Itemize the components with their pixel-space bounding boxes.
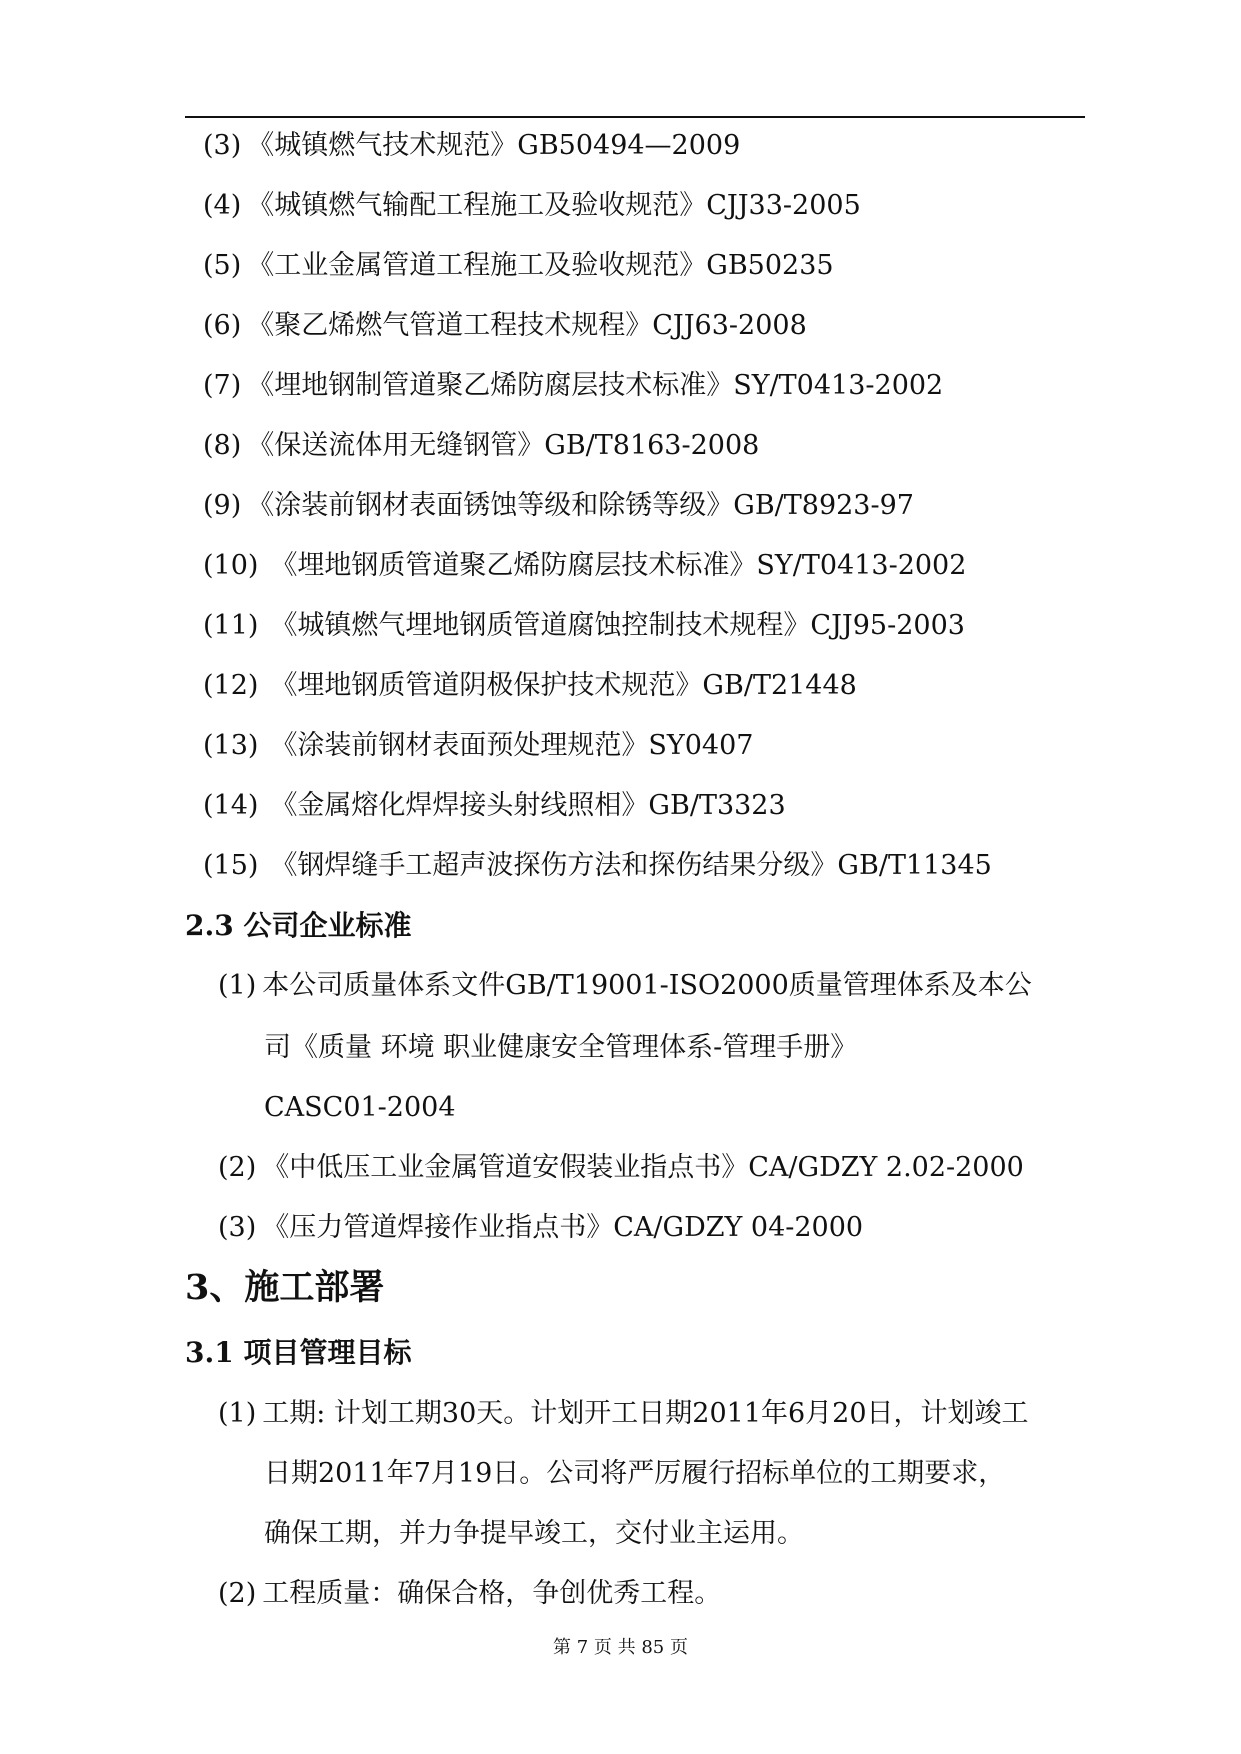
item-number: (2)	[218, 1578, 257, 1609]
item-text: 《城镇燃气埋地钢质管道腐蚀控制技术规程》CJJ95-2003	[270, 610, 965, 641]
reference-item	[203, 368, 943, 404]
item-text: 《埋地钢质管道阴极保护技术规范》GB/T21448	[270, 670, 857, 701]
item-continuation-line: 司《质量 环境 职业健康安全管理体系-管理手册》	[264, 1032, 858, 1063]
item-number: (10)	[203, 550, 259, 581]
item-number: (2)	[218, 1152, 257, 1183]
item-number: (15)	[203, 850, 259, 881]
item-number: (3)	[218, 1212, 257, 1243]
item-text: 工程质量：确保合格，争创优秀工程。	[262, 1578, 722, 1609]
reference-item	[203, 608, 965, 644]
section-heading-3-1: 3.1 项目管理目标	[185, 1336, 412, 1369]
item-number: (11)	[203, 610, 259, 641]
standard-item	[218, 1150, 1024, 1186]
item-text-line: 工期: 计划工期30天。计划开工日期2011年6月20日，计划竣工	[262, 1398, 1029, 1429]
item-text: 《埋地钢质管道聚乙烯防腐层技术标准》SY/T0413-2002	[270, 550, 967, 581]
item-number: (1)	[218, 1398, 257, 1429]
item-text: 《保送流体用无缝钢管》GB/T8163-2008	[247, 430, 760, 461]
item-number: (5)	[203, 250, 242, 281]
reference-item	[203, 788, 786, 824]
reference-item	[203, 128, 740, 164]
item-continuation-line: 日期2011年7月19日。公司将严厉履行招标单位的工期要求，	[264, 1458, 1006, 1489]
reference-item	[203, 668, 857, 704]
reference-item	[203, 488, 914, 524]
item-text: 《城镇燃气输配工程施工及验收规范》CJJ33-2005	[247, 190, 861, 221]
section-heading-2-3: 2.3 公司企业标准	[185, 909, 412, 942]
item-text: 《压力管道焊接作业指点书》CA/GDZY 04-2000	[262, 1212, 864, 1243]
item-number: (14)	[203, 790, 259, 821]
item-text: 《中低压工业金属管道安假装业指点书》CA/GDZY 2.02-2000	[262, 1152, 1024, 1183]
item-number: (7)	[203, 370, 242, 401]
item-number: (3)	[203, 130, 242, 161]
item-text: 《涂装前钢材表面预处理规范》SY0407	[270, 730, 754, 761]
page-number-footer: 第 7 页 共 85 页	[553, 1637, 688, 1658]
item-text: 《钢焊缝手工超声波探伤方法和探伤结果分级》GB/T11345	[270, 850, 992, 881]
reference-item	[203, 848, 992, 884]
item-text: 《城镇燃气技术规范》GB50494—2009	[247, 130, 741, 161]
item-number: (13)	[203, 730, 259, 761]
item-text-line: 本公司质量体系文件GB/T19001-ISO2000质量管理体系及本公	[262, 970, 1032, 1001]
reference-item	[203, 728, 753, 764]
standard-item	[218, 1210, 863, 1246]
item-continuation-line: 确保工期，并力争提早竣工，交付业主运用。	[264, 1518, 804, 1549]
section-heading-3: 3、施工部署	[185, 1267, 385, 1308]
item-number: (1)	[218, 970, 257, 1001]
item-number: (9)	[203, 490, 242, 521]
reference-item	[203, 248, 834, 284]
header-rule	[185, 116, 1085, 118]
reference-item	[203, 548, 966, 584]
goal-item	[218, 1576, 721, 1612]
item-number: (12)	[203, 670, 259, 701]
goal-item	[218, 1396, 1029, 1432]
reference-item	[203, 308, 807, 344]
item-text: 《埋地钢制管道聚乙烯防腐层技术标准》SY/T0413-2002	[247, 370, 944, 401]
item-text: 《工业金属管道工程施工及验收规范》GB50235	[247, 250, 834, 281]
reference-item	[203, 428, 759, 464]
item-number: (6)	[203, 310, 242, 341]
item-text: 《涂装前钢材表面锈蚀等级和除锈等级》GB/T8923-97	[247, 490, 914, 521]
item-number: (8)	[203, 430, 242, 461]
standard-item	[218, 968, 1032, 1004]
item-text: 《金属熔化焊焊接头射线照相》GB/T3323	[270, 790, 786, 821]
reference-item	[203, 188, 861, 224]
item-number: (4)	[203, 190, 242, 221]
item-continuation-line: CASC01-2004	[264, 1092, 456, 1123]
item-text: 《聚乙烯燃气管道工程技术规程》CJJ63-2008	[247, 310, 807, 341]
